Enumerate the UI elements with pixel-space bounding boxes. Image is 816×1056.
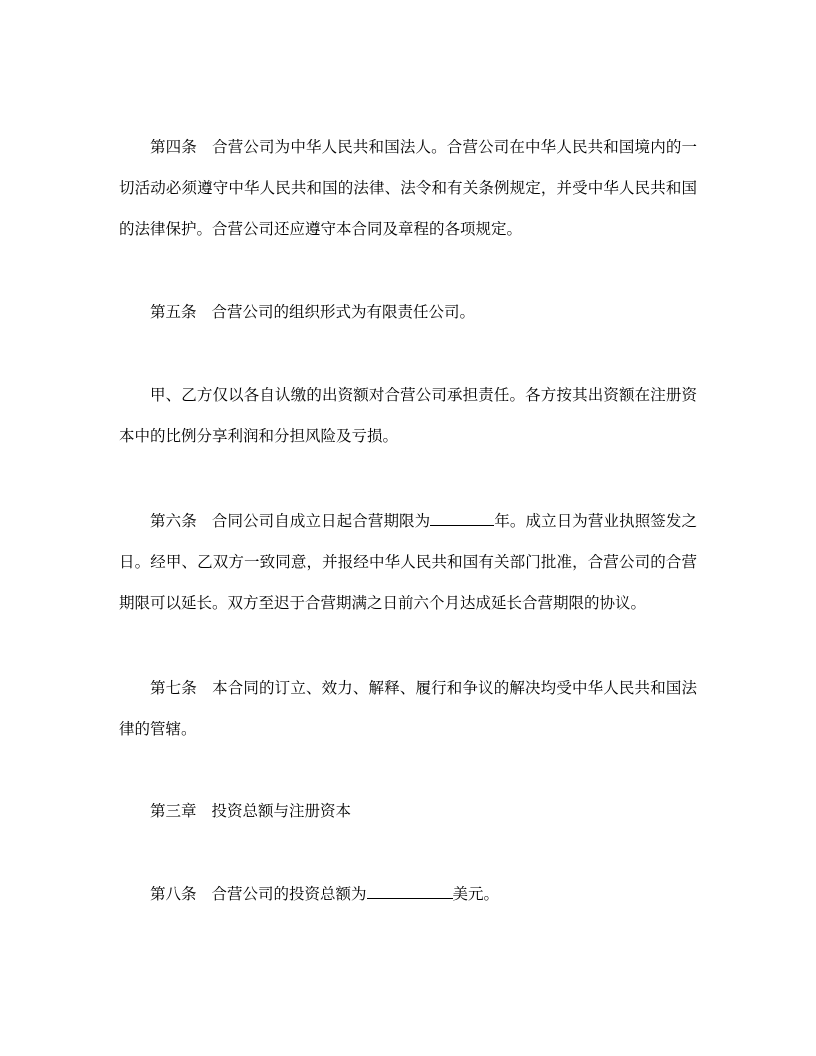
article-8-number: 第八条 (150, 885, 197, 903)
article-6-number: 第六条 (150, 512, 197, 530)
liability-paragraph (119, 375, 697, 457)
article-4-paragraph (119, 127, 697, 250)
article-6-paragraph (119, 501, 697, 624)
article-4-text: 合营公司为中华人民共和国法人。合营公司在中华人民共和国境内的一切活动必须遵守中华人民共和国的法律、法令和有关条例规定，并受中华人民共和国的法律保护。合营公司还应遵守本合同及章程的各项规定。 (119, 138, 697, 238)
article-7-paragraph (119, 668, 697, 750)
chapter-3-title: 投资总额与注册资本 (211, 802, 352, 820)
article-5-number: 第五条 (150, 303, 197, 321)
article-6-text-after: 年。成立日为营业执照签发之日。经甲、乙双方一致同意，并报经中华人民共和国有关部门批准，合营公司的合营期限可以延长。双方至迟于合营期满之日前六个月达成延长合营期限的协议。 (119, 512, 697, 612)
article-7-number: 第七条 (150, 679, 197, 697)
article-8-text-after: 美元。 (452, 885, 500, 903)
chapter-3-number: 第三章 (150, 802, 197, 820)
article-4-number: 第四条 (150, 138, 197, 156)
article-8-paragraph (119, 874, 697, 915)
article-7-text: 本合同的订立、效力、解释、履行和争议的解决均受中华人民共和国法律的管辖。 (119, 679, 697, 738)
term-years-blank (430, 511, 494, 526)
article-8-text-before: 合营公司的投资总额为 (211, 885, 367, 903)
chapter-3-heading (119, 791, 697, 832)
article-5-text: 合营公司的组织形式为有限责任公司。 (211, 303, 476, 321)
article-5-paragraph (119, 292, 697, 333)
liability-text: 甲、乙方仅以各自认缴的出资额对合营公司承担责任。各方按其出资额在注册资本中的比例分享利润和分担风险及亏损。 (119, 386, 697, 445)
article-6-text-before: 合同公司自成立日起合营期限为 (211, 512, 431, 530)
investment-amount-blank (367, 884, 453, 899)
